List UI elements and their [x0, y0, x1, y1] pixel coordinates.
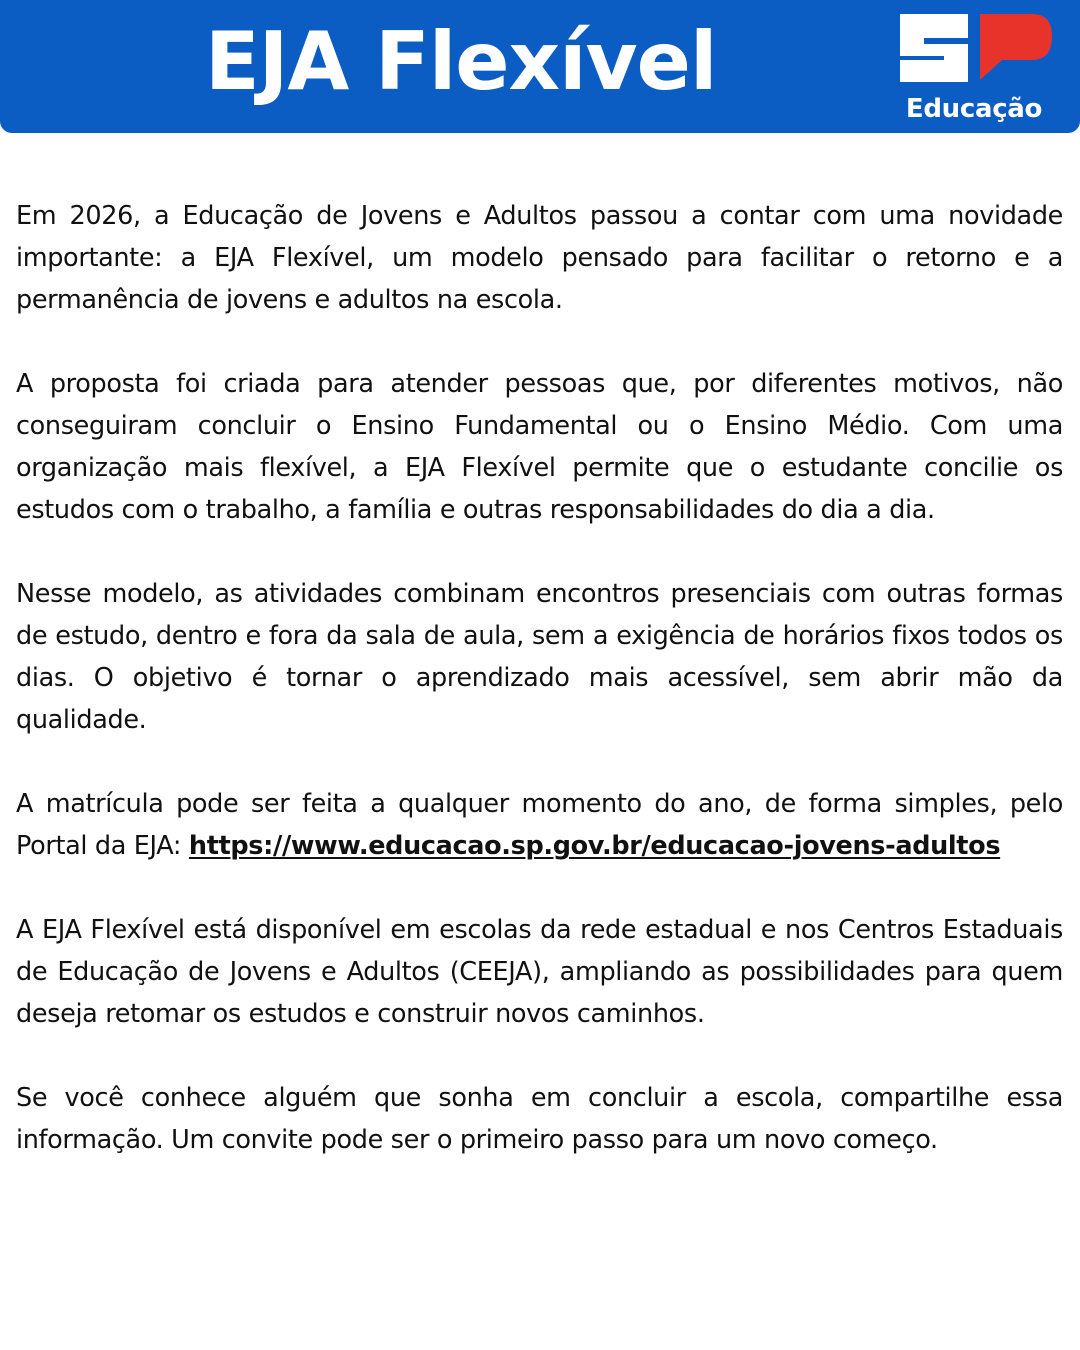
page-title: EJA Flexível — [205, 15, 717, 108]
header-banner — [0, 0, 1080, 133]
paragraph-proposal: A proposta foi criada para atender pessoas que, por diferentes motivos, não conseguiram concluir o Ensino Fundamental ou o Ensino Médio. Com uma organização mais flexível, a EJA Flexível permite que o estudante concilie os estudos com o trabalho, a família e outras responsabilidades do dia a dia. — [16, 369, 1063, 525]
sp-educacao-logo — [894, 10, 1056, 130]
paragraph-enrollment — [16, 783, 1063, 867]
sp-logo-icon — [894, 10, 1056, 90]
logo-label: Educação — [905, 94, 1043, 124]
enrollment-text: A matrícula pode ser feita a qualquer momento do ano, de forma simples, pelo Portal da EJA: — [16, 789, 1063, 861]
article-body — [16, 195, 1063, 1203]
paragraph-intro: Em 2026, a Educação de Jovens e Adultos passou a contar com uma novidade importante: a EJA Flexível, um modelo pensado para facilitar o retorno e a permanência de jovens e adultos na escola. — [16, 201, 1063, 315]
paragraph-model: Nesse modelo, as atividades combinam encontros presenciais com outras formas de estudo, dentro e fora da sala de aula, sem a exigência de horários fixos todos os dias. O objetivo é tornar o aprendizado mais acessível, sem abrir mão da qualidade. — [16, 579, 1063, 735]
paragraph-share: Se você conhece alguém que sonha em concluir a escola, compartilhe essa informação. Um convite pode ser o primeiro passo para um novo começo. — [16, 1083, 1063, 1155]
portal-link[interactable]: https://www.educacao.sp.gov.br/educacao-jovens-adultos — [188, 831, 1001, 861]
paragraph-availability: A EJA Flexível está disponível em escolas da rede estadual e nos Centros Estaduais de Educação de Jovens e Adultos (CEEJA), ampliando as possibilidades para quem deseja retomar os estudos e construir novos caminhos. — [16, 915, 1063, 1029]
